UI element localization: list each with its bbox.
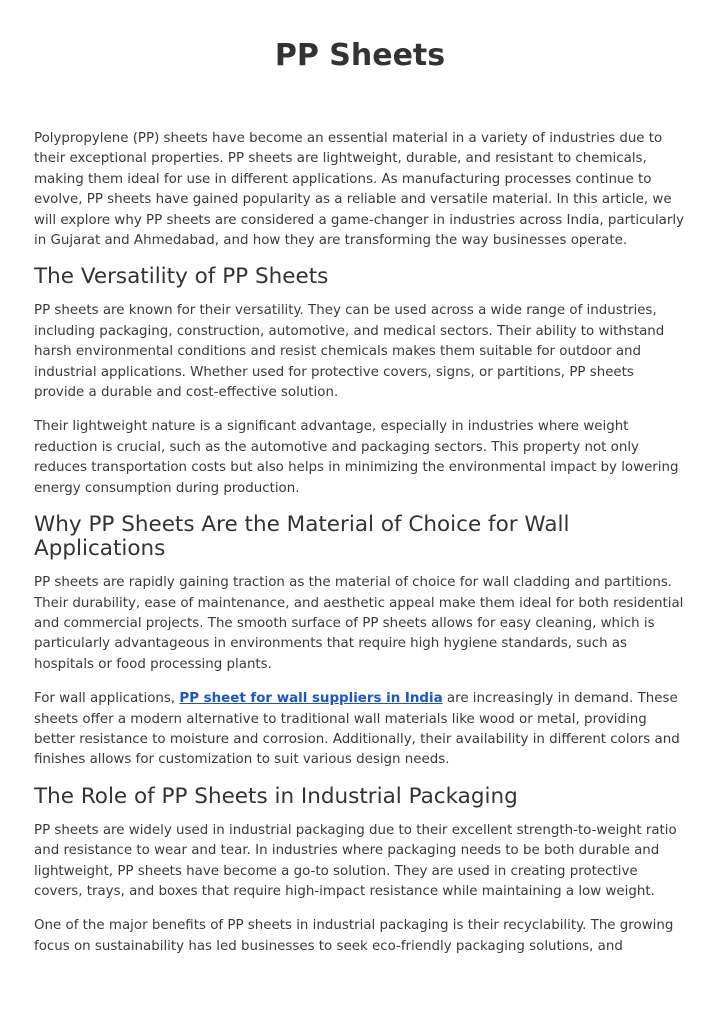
versatility-heading: The Versatility of PP Sheets	[34, 264, 329, 290]
versatility-paragraph-2: Their lightweight nature is a significant advantage, especially in industries where weight reduction is crucial, such as the automotive and packaging sectors. This property not only reduces transportation costs but also helps in minimizing the environmental impact by lowering energy consumption during production.	[34, 419, 679, 496]
wall-paragraph-2	[34, 689, 688, 771]
page-title: PP Sheets	[274, 38, 446, 73]
packaging-paragraph-1: PP sheets are widely used in industrial packaging due to their excellent strength-to-weight ratio and resistance to wear and tear. In industries where packaging needs to be both durable and lightweight, PP sheets have become a go-to solution. They are used in creating protective covers, trays, and boxes that require high-impact resistance while maintaining a low weight.	[34, 822, 677, 899]
wall-paragraph-2-end: are increasingly in demand. These sheets offer a modern alternative to traditional wall materials like wood or metal, providing better resistance to moisture and corrosion. Additionally, their availability in different colors and finishes allows for customization to suit various design needs.	[34, 691, 680, 768]
versatility-paragraph-1: PP sheets are known for their versatility. They can be used across a wide range of industries, including packaging, construction, automotive, and medical sectors. Their ability to withstand harsh environmental conditions and resist chemicals makes them suitable for outdoor and industrial applications. Whether used for protective covers, signs, or partitions, PP sheets provide a durable and cost-effective solution.	[34, 303, 665, 401]
article-body	[34, 129, 688, 971]
packaging-heading: The Role of PP Sheets in Industrial Packaging	[34, 783, 518, 809]
packaging-paragraph-2: One of the major benefits of PP sheets in industrial packaging is their recyclability. The growing focus on sustainability has led businesses to seek eco-friendly packaging solutions, and	[34, 918, 674, 954]
wall-paragraph-2-start: For wall applications,	[34, 691, 180, 707]
wall-heading: Why PP Sheets Are the Material of Choice for Wall Applications	[34, 512, 570, 562]
wall-suppliers-link[interactable]: PP sheet for wall suppliers in India	[179, 691, 443, 707]
intro-paragraph: Polypropylene (PP) sheets have become an essential material in a variety of industries due to their exceptional properties. PP sheets are lightweight, durable, and resistant to chemicals, making them ideal for use in different applications. As manufacturing processes continue to evolve, PP sheets have gained popularity as a reliable and versatile material. In this article, we will explore why PP sheets are considered a game-changer in industries across India, particularly in Gujarat and Ahmedabad, and how they are transforming the way businesses operate.	[34, 131, 685, 249]
wall-paragraph-1: PP sheets are rapidly gaining traction as the material of choice for wall cladding and partitions. Their durability, ease of maintenance, and aesthetic appeal make them ideal for both residential and commercial projects. The smooth surface of PP sheets allows for easy cleaning, which is particularly advantageous in environments that require high hygiene standards, such as hospitals or food processing plants.	[34, 575, 684, 672]
